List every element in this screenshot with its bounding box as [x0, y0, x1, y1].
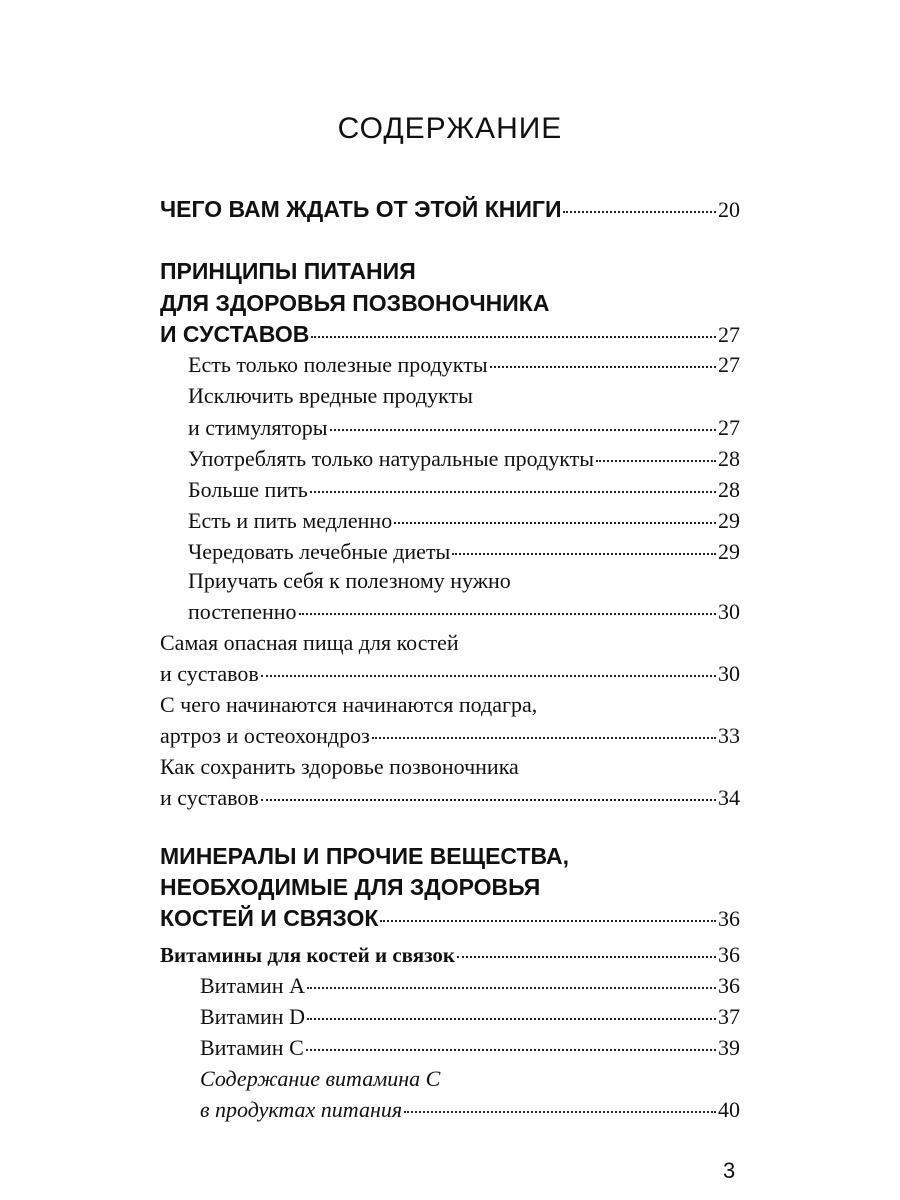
toc-item[interactable]: [200, 1035, 740, 1061]
toc-item-title: артроз и остеохондроз: [160, 723, 370, 748]
toc-item-title: Витамин С: [200, 1035, 304, 1060]
toc-section-1[interactable]: [160, 196, 740, 223]
toc-page-number: 30: [718, 599, 740, 624]
toc-item-line1: Приучать себя к полезному нужно: [188, 568, 511, 593]
toc-page-number: 39: [718, 1035, 740, 1060]
dot-leader: [306, 1046, 716, 1051]
toc-section-3[interactable]: [160, 905, 740, 932]
toc-page-number: 37: [718, 1004, 740, 1029]
toc-page-number: 20: [718, 197, 740, 222]
toc-item[interactable]: [200, 1004, 740, 1030]
dot-leader: [261, 672, 716, 677]
dot-leader: [380, 917, 716, 922]
toc-item-title: Витамин А: [200, 973, 305, 998]
toc-page-number: 30: [718, 661, 740, 686]
dot-leader: [307, 984, 716, 989]
toc-item-line1: Исключить вредные продукты: [188, 383, 473, 408]
toc-item-line1: Содержание витамина С: [200, 1066, 441, 1091]
toc-section-3-line1: МИНЕРАЛЫ И ПРОЧИЕ ВЕЩЕСТВА,: [160, 843, 569, 869]
dot-leader: [261, 796, 716, 801]
toc-item[interactable]: [200, 1097, 740, 1123]
toc-page-number: 40: [718, 1097, 740, 1122]
toc-item-title: в продуктах питания: [200, 1097, 403, 1122]
toc-subsection[interactable]: [160, 661, 740, 687]
toc-page-number: 27: [718, 352, 740, 377]
toc-page-number: 29: [718, 539, 740, 564]
toc-subsection[interactable]: [160, 723, 740, 749]
toc-item-title: и стимуляторы: [188, 415, 328, 440]
toc-subsection-line1: С чего начинаются начинаются подагра,: [160, 692, 538, 717]
toc-item[interactable]: [188, 477, 740, 503]
toc-page-number: 36: [718, 906, 740, 931]
dot-leader: [372, 734, 716, 739]
dot-leader: [311, 333, 716, 338]
toc-page-number: 27: [718, 322, 740, 347]
toc-section-2[interactable]: [160, 321, 740, 348]
page-title: СОДЕРЖАНИЕ: [337, 112, 563, 145]
toc-page-number: 27: [718, 415, 740, 440]
dot-leader: [404, 1108, 716, 1113]
table-of-contents: [160, 0, 740, 1200]
toc-page-number: 28: [718, 477, 740, 502]
toc-page-number: 36: [718, 973, 740, 998]
toc-page-number: 29: [718, 508, 740, 533]
toc-section-title: И СУСТАВОВ: [160, 321, 310, 347]
toc-section-title: ЧЕГО ВАМ ЖДАТЬ ОТ ЭТОЙ КНИГИ: [160, 196, 562, 222]
toc-page-number: 33: [718, 723, 740, 748]
dot-leader: [394, 519, 716, 524]
toc-item[interactable]: [188, 599, 740, 625]
toc-item[interactable]: [188, 508, 740, 534]
toc-subsection-title: Витамины для костей и связок: [160, 943, 455, 967]
toc-item-title: Чередовать лечебные диеты: [188, 539, 451, 564]
toc-section-3-line2: НЕОБХОДИМЫЕ ДЛЯ ЗДОРОВЬЯ: [160, 874, 541, 900]
dot-leader: [563, 208, 716, 213]
toc-item-title: Больше пить: [188, 477, 308, 502]
toc-section-2-line2: ДЛЯ ЗДОРОВЬЯ ПОЗВОНОЧНИКА: [160, 290, 550, 316]
toc-item-title: Витамин D: [200, 1004, 305, 1029]
dot-leader: [457, 953, 716, 958]
dot-leader: [307, 1015, 716, 1020]
dot-leader: [596, 457, 716, 462]
page-number: 3: [723, 1158, 736, 1183]
toc-item-title: Есть и пить медленно: [188, 508, 393, 533]
dot-leader: [299, 610, 716, 615]
dot-leader: [490, 363, 716, 368]
toc-item[interactable]: [200, 973, 740, 999]
toc-page-number: 36: [718, 942, 740, 967]
toc-item[interactable]: [188, 352, 740, 378]
toc-page-number: 28: [718, 446, 740, 471]
toc-subsection[interactable]: [160, 785, 740, 811]
toc-subsection-line1: Самая опасная пища для костей: [160, 630, 459, 655]
toc-item[interactable]: [188, 446, 740, 472]
toc-section-2-line1: ПРИНЦИПЫ ПИТАНИЯ: [160, 258, 416, 284]
toc-subsection-line1: Как сохранить здоровье позвоночника: [160, 754, 519, 779]
toc-item[interactable]: [188, 415, 740, 441]
toc-item-title: постепенно: [188, 599, 297, 624]
dot-leader: [452, 550, 716, 555]
toc-item-title: Есть только полезные продукты: [188, 352, 488, 377]
toc-section-title: КОСТЕЙ И СВЯЗОК: [160, 905, 379, 931]
toc-item-title: и суставов: [160, 661, 259, 686]
dot-leader: [330, 426, 716, 431]
toc-subsection[interactable]: [160, 942, 740, 968]
toc-item[interactable]: [188, 539, 740, 565]
toc-item-title: и суставов: [160, 785, 259, 810]
toc-page-number: 34: [718, 785, 740, 810]
toc-item-title: Употреблять только натуральные продукты: [188, 446, 594, 471]
dot-leader: [310, 488, 716, 493]
